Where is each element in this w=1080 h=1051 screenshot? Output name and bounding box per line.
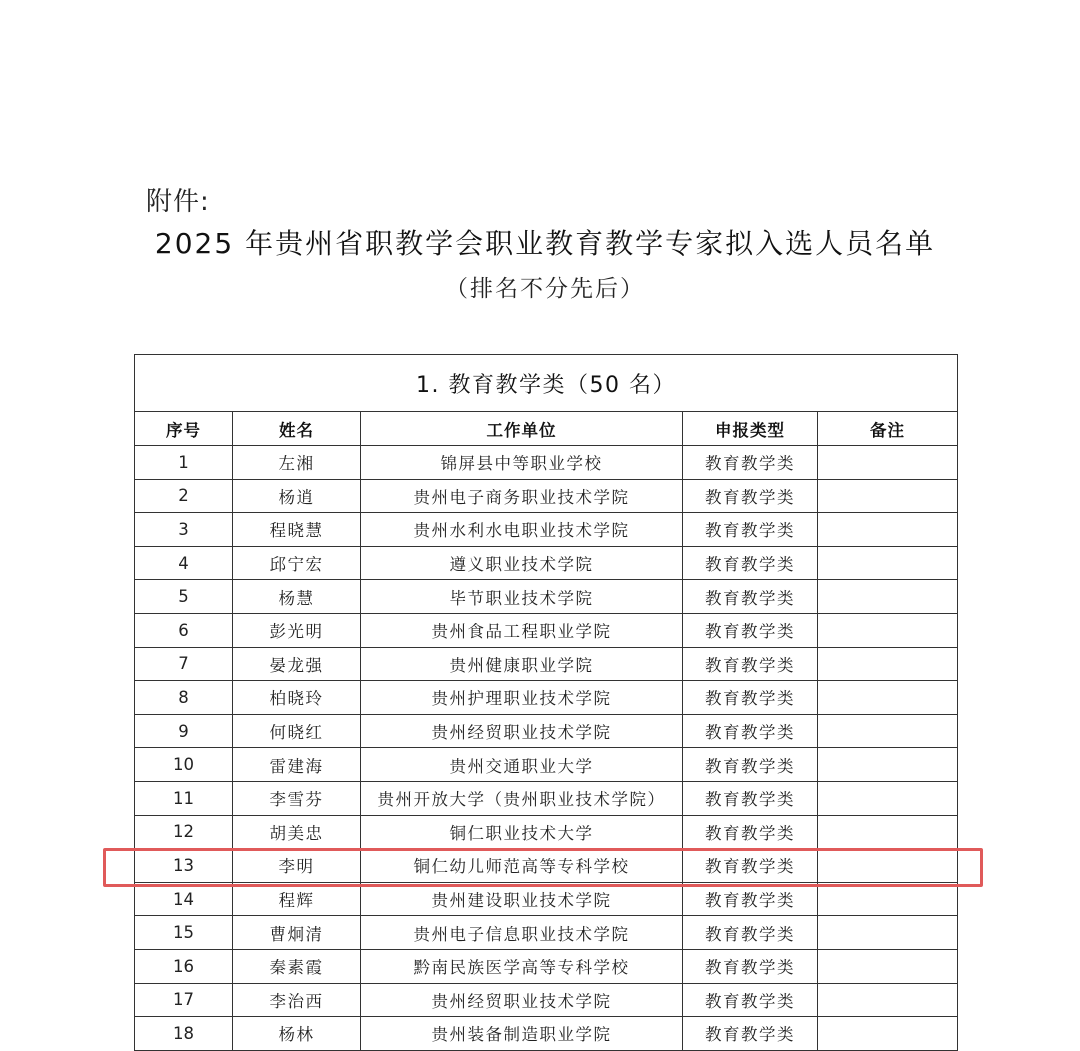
table-row (135, 748, 958, 782)
cell-name: 左湘 (233, 446, 361, 480)
cell-name: 李治西 (233, 983, 361, 1017)
cell-name: 杨逍 (233, 479, 361, 513)
cell-remark (818, 983, 958, 1017)
section-header-row (135, 355, 958, 412)
cell-seq: 18 (135, 1017, 233, 1051)
cell-seq: 2 (135, 479, 233, 513)
table-row (135, 714, 958, 748)
cell-seq: 3 (135, 513, 233, 547)
cell-category: 教育教学类 (683, 647, 818, 681)
cell-seq: 11 (135, 781, 233, 815)
cell-seq: 1 (135, 446, 233, 480)
cell-unit: 贵州水利水电职业技术学院 (361, 513, 683, 547)
cell-unit: 贵州经贸职业技术学院 (361, 714, 683, 748)
cell-category: 教育教学类 (683, 479, 818, 513)
column-header-name: 姓名 (233, 412, 361, 446)
cell-remark (818, 781, 958, 815)
cell-category: 教育教学类 (683, 446, 818, 480)
cell-category: 教育教学类 (683, 613, 818, 647)
section-title: 1. 教育教学类（50 名） (135, 355, 958, 412)
table-row (135, 613, 958, 647)
cell-name: 杨慧 (233, 580, 361, 614)
table-row (135, 949, 958, 983)
cell-name: 胡美忠 (233, 815, 361, 849)
cell-name: 邱宁宏 (233, 546, 361, 580)
cell-unit: 贵州电子商务职业技术学院 (361, 479, 683, 513)
table-row (135, 546, 958, 580)
attachment-label: 附件: (146, 187, 210, 217)
cell-unit: 贵州电子信息职业技术学院 (361, 916, 683, 950)
cell-unit: 贵州食品工程职业学院 (361, 613, 683, 647)
cell-unit: 贵州建设职业技术学院 (361, 882, 683, 916)
cell-unit: 锦屏县中等职业学校 (361, 446, 683, 480)
cell-category: 教育教学类 (683, 748, 818, 782)
cell-category: 教育教学类 (683, 781, 818, 815)
cell-remark (818, 613, 958, 647)
cell-category: 教育教学类 (683, 580, 818, 614)
cell-unit: 黔南民族医学高等专科学校 (361, 949, 683, 983)
cell-name: 何晓红 (233, 714, 361, 748)
table-row (135, 781, 958, 815)
cell-seq: 14 (135, 882, 233, 916)
column-header-category: 申报类型 (683, 412, 818, 446)
table-row (135, 446, 958, 480)
cell-remark (818, 949, 958, 983)
cell-unit: 贵州交通职业大学 (361, 748, 683, 782)
cell-category: 教育教学类 (683, 916, 818, 950)
cell-seq: 6 (135, 613, 233, 647)
cell-category: 教育教学类 (683, 681, 818, 715)
cell-seq: 4 (135, 546, 233, 580)
cell-seq: 7 (135, 647, 233, 681)
table-row (135, 513, 958, 547)
cell-remark (818, 647, 958, 681)
roster-body (135, 446, 958, 1051)
cell-name: 杨林 (233, 1017, 361, 1051)
table-row (135, 647, 958, 681)
cell-unit: 贵州健康职业学院 (361, 647, 683, 681)
cell-seq: 9 (135, 714, 233, 748)
table-row (135, 815, 958, 849)
cell-remark (818, 815, 958, 849)
cell-unit: 铜仁职业技术大学 (361, 815, 683, 849)
cell-remark (818, 849, 958, 883)
cell-name: 雷建海 (233, 748, 361, 782)
table-row (135, 983, 958, 1017)
cell-category: 教育教学类 (683, 546, 818, 580)
cell-name: 李明 (233, 849, 361, 883)
column-header-seq: 序号 (135, 412, 233, 446)
cell-remark (818, 681, 958, 715)
column-header-row (135, 412, 958, 446)
cell-remark (818, 446, 958, 480)
cell-seq: 10 (135, 748, 233, 782)
cell-seq: 8 (135, 681, 233, 715)
cell-remark (818, 580, 958, 614)
column-header-remark: 备注 (818, 412, 958, 446)
cell-unit: 遵义职业技术学院 (361, 546, 683, 580)
table-row (135, 681, 958, 715)
cell-seq: 15 (135, 916, 233, 950)
cell-name: 彭光明 (233, 613, 361, 647)
cell-name: 程晓慧 (233, 513, 361, 547)
cell-unit: 贵州装备制造职业学院 (361, 1017, 683, 1051)
cell-name: 晏龙强 (233, 647, 361, 681)
cell-category: 教育教学类 (683, 882, 818, 916)
cell-category: 教育教学类 (683, 949, 818, 983)
cell-unit: 毕节职业技术学院 (361, 580, 683, 614)
cell-name: 曹炯清 (233, 916, 361, 950)
table-row (135, 849, 958, 883)
cell-remark (818, 546, 958, 580)
table-row (135, 1017, 958, 1051)
cell-category: 教育教学类 (683, 1017, 818, 1051)
cell-seq: 12 (135, 815, 233, 849)
table-row (135, 916, 958, 950)
expert-roster-table (134, 354, 958, 1051)
column-header-unit: 工作单位 (361, 412, 683, 446)
cell-category: 教育教学类 (683, 815, 818, 849)
cell-remark (818, 882, 958, 916)
cell-seq: 5 (135, 580, 233, 614)
cell-seq: 17 (135, 983, 233, 1017)
cell-name: 柏晓玲 (233, 681, 361, 715)
cell-name: 程辉 (233, 882, 361, 916)
cell-category: 教育教学类 (683, 849, 818, 883)
cell-name: 李雪芬 (233, 781, 361, 815)
cell-unit: 贵州开放大学（贵州职业技术学院） (361, 781, 683, 815)
table-row (135, 882, 958, 916)
cell-remark (818, 513, 958, 547)
cell-unit: 贵州护理职业技术学院 (361, 681, 683, 715)
cell-remark (818, 748, 958, 782)
cell-category: 教育教学类 (683, 513, 818, 547)
cell-name: 秦素霞 (233, 949, 361, 983)
cell-remark (818, 714, 958, 748)
cell-seq: 13 (135, 849, 233, 883)
table-row (135, 479, 958, 513)
document-subtitle: （排名不分先后） (445, 276, 645, 302)
cell-unit: 贵州经贸职业技术学院 (361, 983, 683, 1017)
document-title: 2025 年贵州省职教学会职业教育教学专家拟入选人员名单 (154, 227, 936, 260)
table-row (135, 580, 958, 614)
cell-category: 教育教学类 (683, 714, 818, 748)
cell-remark (818, 1017, 958, 1051)
cell-seq: 16 (135, 949, 233, 983)
cell-remark (818, 479, 958, 513)
cell-category: 教育教学类 (683, 983, 818, 1017)
cell-remark (818, 916, 958, 950)
cell-unit: 铜仁幼儿师范高等专科学校 (361, 849, 683, 883)
